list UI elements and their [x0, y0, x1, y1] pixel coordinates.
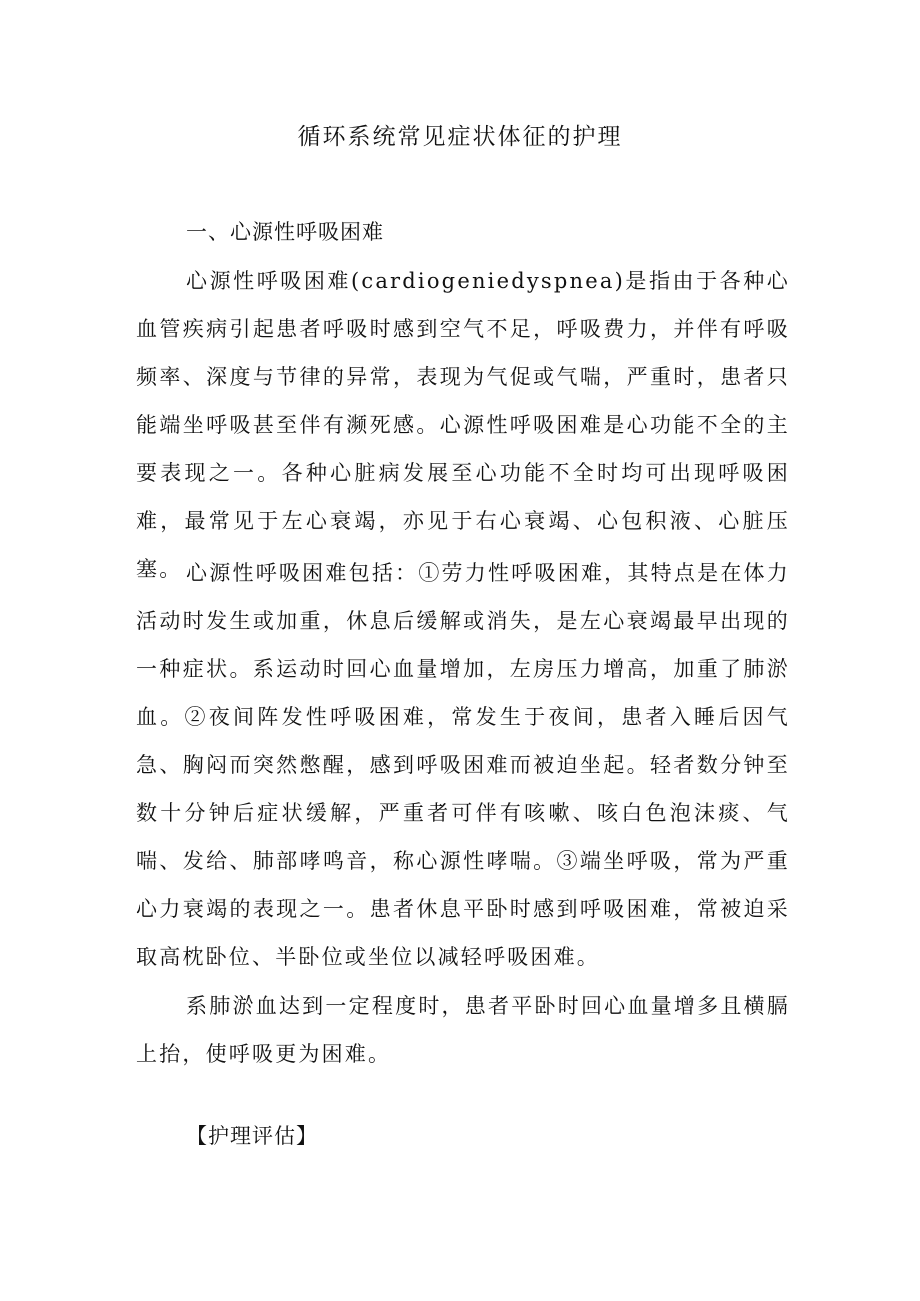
paragraph-definition: 心源性呼吸困难(cardiogeniedyspnea)是指由于各种心血管疾病引起患者呼吸时感到空气不足，呼吸费力，并伴有呼吸频率、深度与节律的异常，表现为气促或气喘，严重时，患者只能端坐呼吸甚至伴有濒死感。心源性呼吸困难是心功能不全的主要表现之一。各种心脏病发展至心功能不全时均可出现呼吸困难，最常见于左心衰竭，亦见于右心衰竭、心包积液、心脏压塞。 — [136, 269, 790, 581]
section-heading: 一、心源性呼吸困难 — [186, 220, 384, 244]
paragraph-mechanism: 系肺淤血达到一定程度时，患者平卧时回心血量增多且横膈上抬，使呼吸更为困难。 — [136, 994, 790, 1066]
page-title: 循环系统常见症状体征的护理 — [297, 124, 623, 150]
paragraph-types: 心源性呼吸困难包括：①劳力性呼吸困难，其特点是在体力活动时发生或加重，休息后缓解或消失，是左心衰竭最早出现的一种症状。系运动时回心血量增加，左房压力增高，加重了肺淤血。②夜间阵发性呼吸困难，常发生于夜间，患者入睡后因气急、胸闷而突然憋醒，感到呼吸困难而被迫坐起。轻者数分钟至数十分钟后症状缓解，严重者可伴有咳嗽、咳白色泡沫痰、气喘、发给、肺部哮鸣音，称心源性哮喘。③端坐呼吸，常为严重心力衰竭的表现之一。患者休息平卧时感到呼吸困难，常被迫采取高枕卧位、半卧位或坐位以减轻呼吸困难。 — [136, 561, 790, 969]
nursing-assessment-heading: 【护理评估】 — [186, 1124, 318, 1148]
